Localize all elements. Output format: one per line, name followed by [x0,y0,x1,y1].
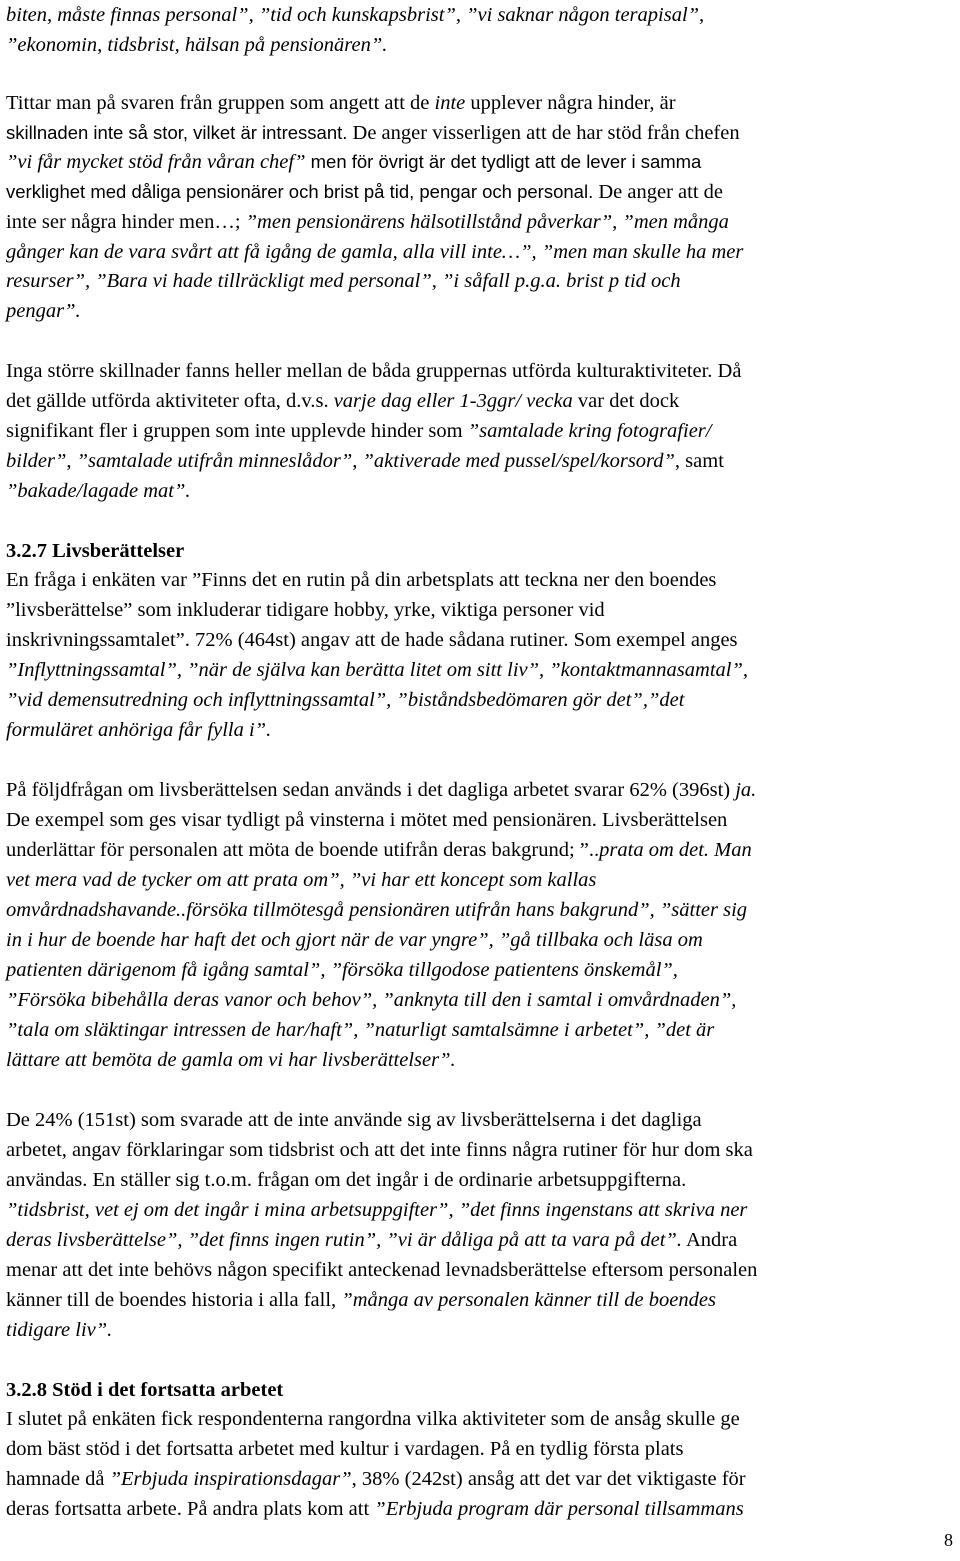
text-line [6,1375,283,1405]
text-segment: men för övrigt är det tydligt att de lever i samma [305,151,702,172]
text-line [6,1195,747,1225]
text-line [6,356,741,386]
text-line [6,386,679,416]
text-segment: ”Erbjuda inspirationsdagar” [109,1468,352,1490]
text-segment: resurser”, ”Bara vi hade tillräckligt med personal”, ”i såfall p.g.a. brist p tid och [6,270,681,292]
section-heading: 3.2.7 Livsberättelser [6,540,185,562]
text-line [6,895,747,925]
text-segment: användas. En ställer sig t.o.m. frågan om det ingår i de ordinarie arbetsuppgifterna. [6,1169,687,1191]
text-line [6,985,736,1015]
text-line [6,775,756,805]
text-line [6,147,701,177]
text-line [6,296,81,326]
text-segment: tidigare liv”. [6,1319,113,1341]
text-line [6,476,191,506]
text-line [6,0,704,30]
text-line [6,1494,744,1524]
text-segment: ”men pensionärens hälsotillstånd påverkar”, ”men många [245,211,729,233]
text-line [6,1434,683,1464]
text-segment: biten, måste finnas personal”, ”tid och kunskapsbrist”, ”vi saknar någon terapisal”, [6,4,705,26]
text-segment: ”aktiverade med pussel/spel/korsord” [362,450,675,472]
text-line [6,1165,686,1195]
text-line [6,118,740,148]
section-heading: 3.2.8 Stöd i det fortsatta arbetet [6,1379,284,1401]
text-segment: ja. [735,779,757,801]
text-segment: deras livsberättelse”, ”det finns ingen rutin”, ”vi är dåliga på att ta vara på det”. [6,1229,682,1251]
text-line [6,1285,716,1315]
text-line [6,835,752,865]
text-segment: ”samtalade kring fotografier/ [467,420,712,442]
text-segment: ”många av personalen känner till de boendes [341,1289,716,1311]
text-segment: , samt [674,450,724,472]
text-segment: En fråga i enkäten var ”Finns det en rutin på din arbetsplats att teckna ner den boendes [6,569,717,591]
text-segment: patienten därigenom få igång samtal”, ”försöka tillgodose patientens önskemål”, [6,959,678,981]
text-segment: ”bakade/lagade mat”. [6,480,191,502]
text-line [6,1015,714,1045]
text-segment: hamnade då [6,1468,110,1490]
text-line [6,1105,702,1135]
text-segment: Tittar man på svaren från gruppen som angett att de [6,92,435,114]
page-number: 8 [944,1530,953,1550]
text-segment: pengar”. [6,300,81,322]
text-segment: verklighet med dåliga pensionärer och brist på tid, pengar och personal. [6,181,599,202]
text-line [6,1315,112,1345]
text-segment: känner till de boendes historia i alla fall, [6,1289,342,1311]
text-line [6,536,184,566]
text-segment: ”tidsbrist, vet ej om det ingår i mina arbetsuppgifter”, ”det finns ingenstans att skriva ner [6,1199,748,1221]
text-segment: deras fortsatta arbete. På andra plats kom att [6,1498,375,1520]
text-segment: upplever några hinder, är [465,92,676,114]
text-line [6,805,727,835]
text-segment: varje dag eller 1-3ggr/ vecka [333,390,573,412]
text-segment: inte ser några hinder men…; [6,211,246,233]
text-line [6,655,748,685]
text-segment: På följdfrågan om livsberättelsen sedan används i det dagliga arbetet svarar 62% (396st) [6,779,736,801]
text-segment: De anger visserligen att de har stöd från chefen [352,122,740,144]
text-segment: ”Försöka bibehålla deras vanor och behov”, ”anknyta till den i samtal i omvårdnaden”, [6,989,737,1011]
text-segment: lättare att bemöta de gamla om vi har livsberättelser”. [6,1049,456,1071]
text-line [6,266,681,296]
text-segment: gånger kan de vara svårt att få igång de gamla, alla vill inte…”, ”men man skulle ha mer [6,241,744,263]
text-segment: ”ekonomin, tidsbrist, hälsan på pensionären”. [6,34,388,56]
text-segment: signifikant fler i gruppen som inte upplevde hinder som [6,420,468,442]
text-segment: De exempel som ges visar tydligt på vinsterna i mötet med pensionären. Livsberättelsen [6,809,728,831]
text-line [6,88,676,118]
text-segment: ”tala om släktingar intressen de har/haft”, ”naturligt samtalsämne i arbetet”, ”det är [6,1019,715,1041]
text-segment: , [352,450,363,472]
text-segment: ”samtalade utifrån minneslådor” [76,450,353,472]
text-segment: , 38% (242st) ansåg att det var det viktigaste för [351,1468,746,1490]
text-line [6,685,684,715]
text-segment: in i hur de boende har haft det och gjort när de var yngre”, ”gå tillbaka och läsa om [6,929,703,951]
text-line [6,1464,746,1494]
text-line [6,565,716,595]
text-segment: ”livsberättelse” som inkluderar tidigare hobby, yrke, viktiga personer vid [6,599,605,621]
text-line [6,1045,456,1075]
text-segment: , [66,450,77,472]
text-line [6,207,729,237]
text-line [6,177,723,207]
text-line [6,595,605,625]
text-line [6,865,596,895]
text-line [6,955,678,985]
text-segment: menar att det inte behövs någon specifikt anteckenad levnadsberättelse eftersom personalen [6,1259,758,1281]
text-segment: det gällde utförda aktiviteter ofta, d.v.s. [6,390,334,412]
text-segment: ”vi får mycket stöd från våran chef” [6,151,306,173]
text-segment: ”Inflyttningssamtal”, ”när de själva kan berätta litet om sitt liv”, ”kontaktmannasamtal”, [6,659,749,681]
text-segment: ”vid demensutredning och inflyttningssamtal”, ”biståndsbedömaren gör det”,”det [6,689,685,711]
text-segment: ”Erbjuda program där personal tillsammans [374,1498,744,1520]
text-segment: De 24% (151st) som svarade att de inte använde sig av livsberättelserna i det dagliga [6,1109,702,1131]
text-line [6,925,703,955]
text-line [6,715,271,745]
text-segment: omvårdnadshavande..försöka tillmötesgå pensionären utifrån hans bakgrund”, ”sätter sig [6,899,748,921]
text-segment: inskrivningssamtalet”. 72% (464st) angav att de hade sådana rutiner. Som exempel anges [6,629,738,651]
text-segment: prata om det. Man [599,839,752,861]
text-segment: var det dock [572,390,680,412]
text-segment: dom bäst stöd i det fortsatta arbetet med kultur i vardagen. På en tydlig första plats [6,1438,684,1460]
text-line [6,625,738,655]
text-segment: skillnaden inte så stor, vilket är intressant. [6,122,353,143]
text-line [6,1255,757,1285]
text-segment: I slutet på enkäten fick respondenterna rangordna vilka aktiviteter som de ansåg skulle ge [6,1408,740,1430]
text-segment: De anger att de [598,181,724,203]
text-segment: underlättar för personalen att möta de boende utifrån deras bakgrund; ”.. [6,839,600,861]
text-segment: Inga större skillnader fanns heller mellan de båda gruppernas utförda kulturaktiviteter. Då [6,360,742,382]
text-segment: formuläret anhöriga får fylla i”. [6,719,272,741]
text-line [6,1404,740,1434]
text-line [6,416,711,446]
text-line [6,446,724,476]
text-line [6,30,387,60]
text-segment: Andra [681,1229,738,1251]
text-segment: arbetet, angav förklaringar som tidsbrist och att det inte finns några rutiner för hur dom ska [6,1139,753,1161]
text-segment: inte [434,92,466,114]
text-segment: bilder” [6,450,67,472]
text-segment: vet mera vad de tycker om att prata om”, ”vi har ett koncept som kallas [6,869,597,891]
text-line [6,1135,753,1165]
text-line [6,1225,737,1255]
text-line [6,237,743,267]
